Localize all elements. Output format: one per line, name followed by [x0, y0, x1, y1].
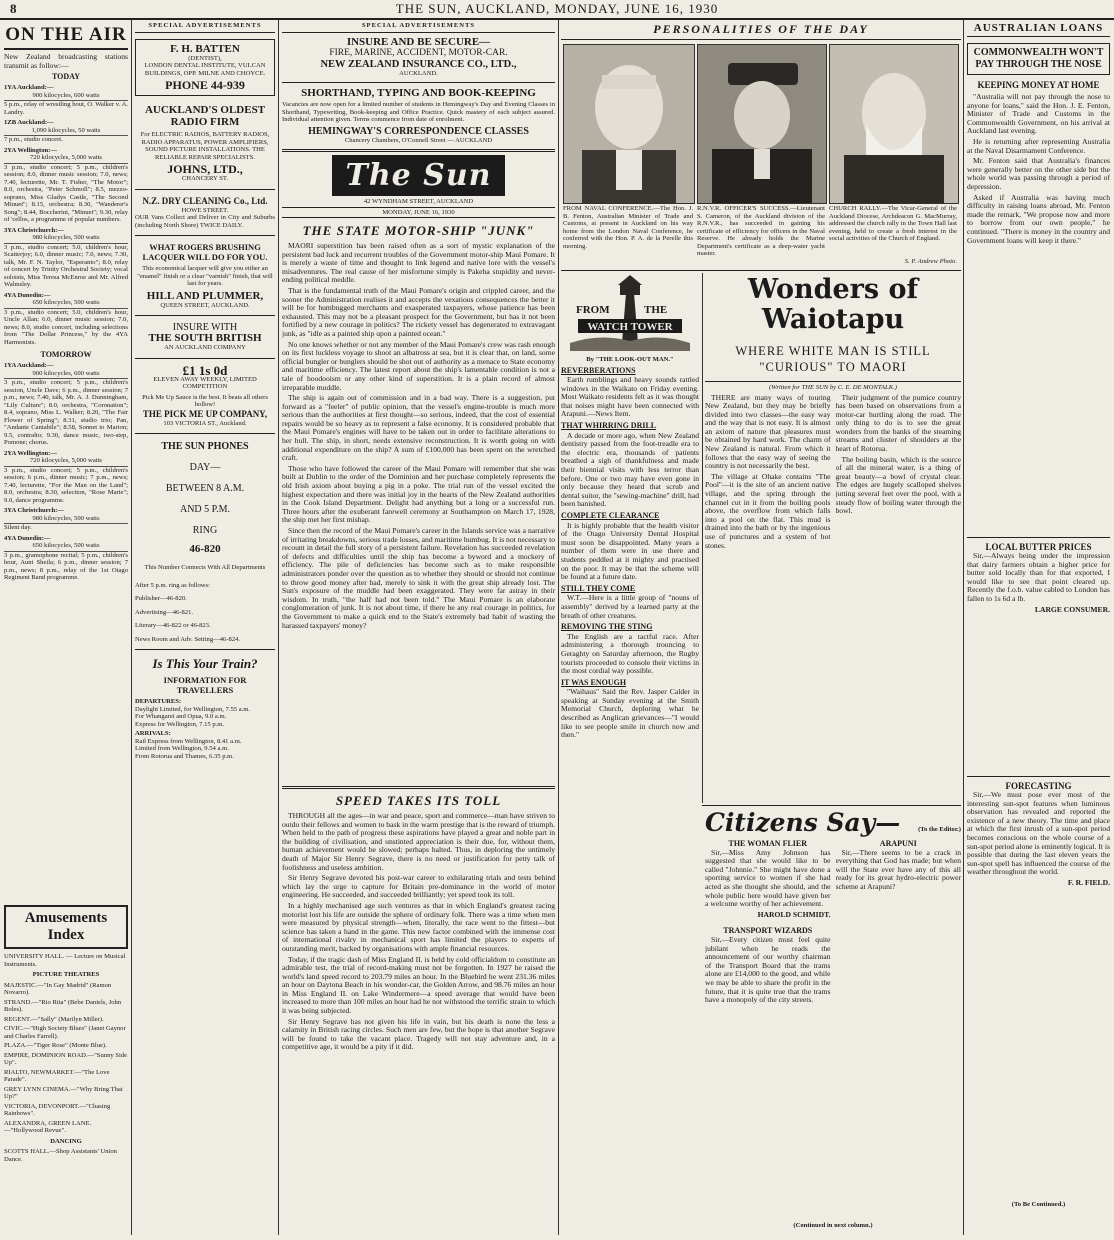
phones-l1: Publisher—46-820. — [135, 595, 187, 602]
station-programme: 3 p.m., studio concert; 5.0, children's hour, Uncle Allan; 6.0, dinner music session; 7.0, news; 8.0, studio concert, including selections from "The Dollar Princess," by the 4YA Harmonists. — [4, 308, 128, 346]
loans-head2: KEEPING MONEY AT HOME — [977, 80, 1100, 90]
editorial-paragraph: Since then the record of the Maui Pomare's career in the Islands service was a narrative of irritating breakdowns, serious trade losses, and maritime humbug. It is not necessary to recount in detail the full story of a persistent failure. Revelation has succeeded revelation of defects and difficulties until the ship has become a byword and a mockery of efficiency. The pile of deficiencies has become such as to make responsible administrators ponder over the question as to whether they should or should not continue to throw good money after bad, merely to sink it with the great ship already lost. The Sun's exposure of the muddle had been exaggerated. They were far astray in their wisdom. In truth, "the half had not been told." The Maui Pomare is an elaborate conglomeration of junk. It is not about time, if there be any real courage in politics, for the Government to make a quick end to the State's extremely bad habit of wasting the harassed taxpayers' money? — [282, 526, 555, 630]
station-name: 2YA Wellington:— — [4, 449, 57, 457]
phones-day: DAY— — [189, 462, 221, 473]
letter-3-text: Sir,—There seems to be a crack in everything that God has made; but when will the State ever have any of this all ready for its great hydro-electric power scheme at Arapuni? — [835, 847, 961, 891]
photo-cameron — [697, 44, 827, 204]
amusement-item: VICTORIA, DEVONPORT.—"Chasing Rainbows". — [4, 1102, 111, 1117]
nameplate-date: MONDAY, JUNE 16, 1930 — [282, 207, 555, 219]
hemingway-body: Vacancies are now open for a limited number of students in Hemingway's Day and Evening Classes in Shorthand, Typewriting, Book-keeping and Office Practice. Quick mastery of each subject assured. Individual attention given. Terms commence from date of enrolment. — [282, 101, 555, 123]
pickmeup-l1: ELEVEN AWAY WEEKLY, LIMITED COMPETITION — [153, 375, 257, 390]
special-ads-label: SPECIAL ADVERTISEMENTS — [135, 22, 275, 33]
train-title: Is This Your Train? — [152, 656, 258, 671]
citizens-title: Citizens Say— — [705, 808, 901, 837]
amusement-item: RIALTO, NEWMARKET.—"The Love Parade". — [4, 1068, 110, 1083]
train-item: ARRIVALS: — [135, 730, 171, 737]
amusement-item: PICTURE THEATRES — [32, 971, 100, 978]
photo-credit: S. P. Andrew Photo. — [904, 258, 957, 265]
south-british-l2: THE SOUTH BRITISH — [148, 332, 262, 344]
station-name: 3YA Christchurch:— — [4, 507, 64, 515]
citizens-say-section — [705, 808, 961, 1235]
letters-col-b — [836, 840, 962, 1218]
letter-3-head: ARAPUNI — [879, 840, 917, 848]
station-frequency: 980 kilocycles, 500 watts — [4, 234, 128, 244]
station-name: 2YA Wellington:— — [4, 146, 57, 154]
letter-5-sig: F. R. FIELD. — [1067, 877, 1110, 887]
page-number: 8 — [10, 1, 17, 16]
letters-col-a — [705, 840, 831, 1218]
waiotapu-paragraph: Their judgment of the pumice country has been based on observations from a motor-car hurtling along the road. The only thing to do is to see the great wonders from the banks of the steaming streams and cluster of shoulders at the heart of Rotorua. — [835, 393, 961, 454]
amusements-title: Amusements Index — [4, 905, 128, 949]
hemingway-ad — [282, 88, 555, 144]
speed-paragraph: In a highly mechanised age such ventures as that in which England's greatest racing motorist lost his life are outside the sphere of ordinary folk. There was a time when men were measured by physical strength—when, literally, the race went to the fittest—but science has taken a hand in the game. This new factor combined with the immense cost of international rivalry in mechanical sport has limited the players to experts of outstanding merit, backed by organisations with ample financial resources. — [282, 900, 555, 953]
nz-insurance-ad — [282, 37, 555, 78]
phones-after: After 5 p.m. ring as follows: — [135, 581, 210, 589]
lacquer-ad — [135, 242, 275, 309]
caption-macmurray: CHURCH RALLY.—The Vicar-General of the Auckland Diocese, Archdeacon G. MacMurray, addressed the church rally in the Town Hall last evening, held to create a fresh interest in the social activities of the Church of England. — [829, 205, 957, 242]
nzins-l3: NEW ZEALAND INSURANCE CO., LTD., — [320, 58, 517, 70]
tower-section-head: THAT WHIRRING DRILL — [561, 421, 657, 431]
column-rule — [963, 20, 964, 1235]
station-frequency: 650 kilocycles, 500 watts — [4, 299, 128, 309]
hemingway-address: Chancery Chambers, O'Connell Street — AUCKLAND — [344, 136, 493, 144]
column-rule — [131, 20, 132, 1235]
waiotapu-article — [705, 273, 961, 803]
amusement-item: MAJESTIC.—"In Gay Madrid" (Ramon Novarro). — [4, 981, 112, 996]
phones-between: BETWEEN 8 A.M. — [165, 483, 245, 494]
editorial-column — [282, 22, 555, 1235]
station-name: 4YA Dunedin:— — [4, 534, 51, 542]
station-programme: 3 p.m., studio concert; 5 p.m., children's session; 6 p.m., dinner music; 7 p.m., news; 7.40, lecturette, "For the Man on the Land"; 8.0, orchestra; 8.30, selection, "Rose Marie"; 9.0, dance programme. — [4, 466, 128, 504]
nameplate-title: The Sun — [332, 155, 506, 196]
station-frequency: 650 kilocycles, 500 watts — [4, 542, 128, 552]
pickmeup-price: £1 1s 0d — [182, 362, 228, 378]
pickmeup-ad — [135, 362, 275, 428]
waiotapu-title: Wonders of Waiotapu — [747, 274, 919, 335]
dry-cleaning-body: OUR Vans Collect and Deliver in City and Suburbs (including North Shore) TWICE DAILY. — [135, 214, 275, 229]
phones-l3: Literary—46-822 or 46-823. — [135, 622, 211, 629]
nzins-l4: AUCKLAND. — [399, 69, 438, 77]
letter-5-text: Sir,—We must pose ever most of the interesting sun-spot features when luminous observation has revealed and reported the existence of a new theory. The time and place at which the first inrush of a sun-spot period becomes conscious on the whole course of a sun-spot period alone is eminently logical. It is possible that during the last eleven years the sun-spot spell has influenced the course of the weather throughout the world. — [967, 791, 1110, 877]
watch-tower-column — [561, 273, 699, 1235]
radio-firm-body: For ELECTRIC RADIOS, BATTERY RADIOS, RADIO APPARATUS, POWER AMPLIFIERS, SOUND PICTURE INSTALLATIONS. THE RELIABLE REPAIR SPECIALISTS. — [140, 131, 270, 161]
loans-column — [967, 22, 1110, 1235]
radio-tomorrow: TOMORROW — [40, 350, 92, 360]
station-frequency: 980 kilocycles, 500 watts — [4, 515, 128, 525]
letters-to-be-continued: (To Be Continued.) — [1011, 1201, 1066, 1208]
letter-1-head: THE WOMAN FLIER — [728, 840, 808, 848]
station-programme: 3 p.m., studio concert; 5 p.m., children's session, Uncle Dave; 6 p.m., dinner session; 7 p.m., news; 7.40, talk, Mr. A. J. Dunningham, "Lily Culture"; 8.0, orchestra, "Coronation"; 8.4, soprano, Miss L. Walker; 8.20, "The Fair Flower of Spring"; 8.31, studio trio; Pan, "Andante Cantabile"; 8.58, Sonnet to Marion; 9.5, contralto; 9.30, dance music, two-step, Pomone; chorus. — [4, 379, 128, 447]
citizens-to-editor: (To the Editor.) — [918, 826, 961, 833]
phones-ring: RING — [192, 525, 218, 536]
tower-section-head: STILL THEY COME — [561, 583, 636, 593]
station-name: 1ZB Auckland:— — [4, 119, 54, 127]
speed-paragraph: Sir Henry Segrave devoted his post-war career to exhilarating trials and tests behind which lay the urge to capture for Britain pre-dominance in the world of motor engineering. He succeeded, and succeeded brilliantly; yet speed took its toll. — [282, 873, 555, 900]
lacquer-body: This economical lacquer will give you either an "enamel" finish or a clear "varnish" finish, that will last for years. — [137, 265, 273, 287]
svg-text:FROM: FROM — [576, 304, 610, 316]
station-programme: 3 p.m., gramophone recital; 5 p.m., children's hour, Aunt Sheila; 6 p.m., dinner session; 7 p.m., news; 8 p.m., relay of the 1st Otago Regiment Band programme. — [4, 551, 128, 582]
nzins-l2: FIRE, MARINE, ACCIDENT, MOTOR-CAR. — [329, 47, 508, 58]
train-item: Rail Express from Wellington, 8.41 a.m. — [135, 737, 242, 745]
nameplate-address: 42 WYNDHAM STREET, AUCKLAND — [363, 198, 474, 205]
editorial-paragraph: MAORI superstition has been raised often as a sort of mystic explanation of the persistent bad luck and recurrent troubles of the Government motor-ship Maui Pomare. It is merely a waste of time and thought to link legend and native lore with the vessel's misadventures. The real cause of her misfortune simply is Pakeha stupidity and never-ending political meddle. — [282, 242, 555, 285]
station-programme: 5 p.m., relay of wrestling bout, O. Walker v. A. Landry. — [4, 101, 128, 116]
watch-tower-logo — [561, 273, 699, 356]
amusement-item: ALEXANDRA, GREEN LANE.—"Hollywood Revue". — [4, 1119, 92, 1134]
letters-continued: (Continued in next column.) — [793, 1222, 873, 1229]
train-subtitle: INFORMATION FOR TRAVELLERS — [163, 675, 247, 695]
station-name: 1YA Auckland:— — [4, 84, 54, 92]
phones-title: THE SUN PHONES — [161, 441, 249, 452]
letter-2-body — [967, 552, 1110, 772]
caption-cameron: R.N.V.R. OFFICER'S SUCCESS.—Lieutenant S. Cameron, of the Auckland division of the R.N.V.R., has succeeded in gaining his certificate of efficiency for officers in the Naval Reserve. He already holds the Marine Department's certificate as a deep-water yacht master. — [697, 205, 825, 257]
phones-l4: News Room and Adv. Setting—46-824. — [135, 635, 241, 643]
personalities-title: PERSONALITIES OF THE DAY — [561, 22, 961, 40]
editorial-paragraph: Those who have followed the career of the Maui Pomare will remember that she was built at Dublin to the order of the Dominion and her purchase completely represents the old Irish axiom about buying a pig in a poke. The trial run of the vessel excited the highest expectation and there was initial joy in the hearts of the New Zealand authorities in the Cook Island Department. Delight had anything but a long or a successful run. Three hours after the exuberant farewell ceremony at Southampton on March 17, 1928, the ship met her first mishap. — [282, 463, 555, 525]
amusement-item: STRAND.—"Rio Rita" (Bebe Daniels, John Boles). — [4, 998, 122, 1013]
station-name: 4YA Dunedin:— — [4, 291, 51, 299]
tower-section-text: It is highly probable that the health visitor of the Otago University Dental Hospital must soon be disappointed. Many years a number of them were in use there and students peddled at it mighty and practised on the poor. It may be that the scheme will be found at a future date. — [561, 520, 699, 582]
tower-section-text: W.T.—Here is a little group of "nouns of assembly" derived by a learned party at the breath of other creatures. — [561, 593, 699, 620]
loans-paragraph: Asked if Australia was having much difficulty in raising loans abroad, Mr. Fenton made the remark, "We propose now and more to borrow from our own people," he continued. "There is money in the country and Government loans will keep it there." — [967, 192, 1110, 245]
station-programme: 3 p.m., studio concert; 5 p.m., children's session; 8.0, dinner music session; 7.0, news; 7.40, lecturette, Mr. T. Fisher, "The Motor"; 8.0, orchestra, "Peter Schmoll"; 8.5, mezzo-soprano, Miss Gladys Castle, "The Second Minuet"; 8.15, orchestra; 8.30, "Wanderer's Song"; 8.44, Boccherini, "Minuet"; 9.30, relay of 'cellos, a programme of popular numbers. — [4, 163, 128, 224]
tower-section-head: COMPLETE CLEARANCE — [561, 511, 660, 520]
tower-byline: By "THE LOOK-OUT MAN." — [586, 356, 674, 363]
special-ads-label-2: SPECIAL ADVERTISEMENTS — [282, 22, 555, 33]
lacquer-title: WHAT ROGERS BRUSHING LACQUER WILL DO FOR YOU. — [142, 242, 268, 262]
editorial-paragraph: That is the fundamental truth of the Maui Pomare's origin and crippled career, and the sooner the Administration realises it and accepts the vexatious consequences the better it will be for humbugged merchants and exasperated taxpayers, whose patience has been exhausted. This may not be a pleasant prospect for the Government, but has it not been fortified by a new courage in politics? The rickety vessel has degenerated to extravagant junk, as "idle as a painted ship upon a painted ocean." — [282, 285, 555, 338]
radio-intro: New Zealand broadcasting stations transmit as follow:— — [4, 52, 128, 70]
letter-5-body — [967, 791, 1110, 1201]
waiotapu-paragraph: The boiling basin, which is the source of all the mineral water, is a thing of great beauty—a bowl of crystal clear. The edges are hugely scalloped shelves jutting several feet over the pool, with a steady flow of boiling water through the bowl. — [835, 454, 961, 516]
letter-1-sig: HAROLD SCHMIDT. — [757, 909, 831, 919]
nameplate — [282, 155, 555, 218]
svg-text:THE: THE — [644, 304, 668, 316]
pickmeup-name: THE PICK ME UP COMPANY, — [142, 408, 268, 419]
caption-fenton: FROM NAVAL CONFERENCE.—The Hon. J. B. Fenton, Australian Minister of Trade and Customs, at present in Auckland on his way home from the London Naval Conference, he conferred with the Hon. P. A. de la Perelle this morning. — [563, 205, 693, 250]
batten-address: LONDON DENTAL INSTITUTE, VULCAN BUILDINGS, OPP. MILNE AND CHOYCE. — [144, 62, 266, 77]
editorial-paragraph: No one knows whether or not any member of the Maui Pomare's crew was rash enough on its first luckless voyage to shoot an albatross at sea, but it is clear that, on land, some official bungler or bunglers should be shot out of authority as a menace to State economy and maritime efficiency. The latest report about the ship's lamentable condition is not a tale of hoodooism or any other kind of superstition. It is a plain record of almost irreparable muddle. — [282, 339, 555, 392]
letter-2-head: LOCAL BUTTER PRICES — [985, 542, 1092, 552]
radio-firm-name: JOHNS, LTD., — [167, 162, 243, 176]
station-name: 3YA Christchurch:— — [4, 226, 64, 234]
train-item: For Whangarei and Opua, 9.0 a.m. — [135, 713, 227, 720]
tower-section-head: IT WAS ENOUGH — [561, 677, 627, 687]
south-british-l1: INSURE WITH — [172, 322, 238, 333]
amusement-item: EMPIRE, DOMINION ROAD.—"Sunny Side Up". — [4, 1051, 128, 1066]
train-item: Limited from Wellington, 9.54 a.m. — [135, 745, 229, 752]
tower-section-text: "Waihaus" Said the Rev. Jasper Calder in speaking at Sunday evening at the Smith Memorial Church, deploring what he described as Anglican grievances—"I would like to see people smile in church now and then." — [561, 687, 699, 740]
lacquer-address: QUEEN STREET, AUCKLAND. — [160, 301, 250, 309]
waiotapu-byline: (Written for THE SUN by C. E. DE MONTALK.) — [769, 384, 897, 391]
column-rule — [278, 20, 279, 1235]
phones-l2: Advertising—46-821. — [135, 608, 194, 616]
tower-section-head: REMOVING THE STING — [561, 622, 653, 632]
train-departures: DEPARTURES: — [135, 698, 182, 705]
amusement-item: CIVIC.—"High Society Blues" (Janet Gaynor and Charles Farrell). — [4, 1025, 126, 1040]
dry-cleaning-title: N.Z. DRY CLEANING Co., Ltd. — [142, 195, 268, 206]
letter-2-text: Sir,—Always being under the impression that dairy farmers obtain a higher price for butter sold locally than for that exported, I would like to see that point cleared up. Recently the f.o.b. value cabled to London has fallen to 1s 6d a lb. — [967, 552, 1110, 603]
station-name: 1YA Auckland:— — [4, 362, 54, 370]
loans-paragraph: "Australia will not pay through the nose to anyone for loans," said the Hon. J. E. Fenton, Minister of Trade and Customs in the Commonwealth Government, on his arrival at Auckland last evening. — [967, 93, 1110, 136]
train-info — [135, 656, 275, 760]
station-programme: 7 p.m., studio concert. — [4, 136, 63, 144]
nzins-l1: INSURE AND BE SECURE— — [346, 35, 491, 48]
batten-ad — [135, 39, 275, 97]
loans-paragraph: He is returning after representing Australia at the Naval Disarmament Conference. — [967, 136, 1110, 155]
station-frequency: 720 kilocycles, 5,000 watts — [4, 457, 128, 467]
photo-fenton — [563, 44, 695, 204]
lacquer-name: HILL AND PLUMMER, — [146, 289, 264, 302]
dry-cleaning-ad — [135, 196, 275, 230]
svg-text:WATCH TOWER: WATCH TOWER — [587, 321, 673, 333]
radio-firm-ad — [135, 104, 275, 183]
waiotapu-paragraph: The village at Ohake contains "The Pool"—it is the site of an ancient native village, and the spring through the channel cut in it from the boiling pools above, the overflow from which falls into a pool on the flat. This mud is drained into the bath or by the ingenious use of punctures and a system of hot stones. — [705, 471, 831, 550]
hemingway-title: SHORTHAND, TYPING AND BOOK-KEEPING — [301, 87, 536, 99]
phones-and: AND 5 P.M. — [179, 504, 230, 515]
letter-4-text: Sir,—Every citizen must feel quite jubilant when he reads the announcement of our worthy chairman of the Transport Board that the trams alone are £14,000 to the good, and while we may be able to share the profit in the future, that it is quite true that the trams have a monopoly of the city streets. — [705, 934, 831, 1005]
radio-today: TODAY — [51, 72, 80, 82]
radio-title: ON THE AIR — [4, 24, 128, 50]
column-rule — [558, 20, 559, 1235]
letter-4-head: TRANSPORT WIZARDS — [723, 926, 813, 936]
tower-section-head: REVERBERATIONS — [561, 365, 636, 375]
hemingway-name: HEMINGWAY'S CORRESPONDENCE CLASSES — [308, 125, 529, 137]
amusement-item: UNIVERSITY HALL. — Lecture on Musical Instruments. — [4, 953, 126, 968]
tower-section-text: Earth rumblings and heavy sounds rattled windows in the Waikato on Friday evening. Most Waikato residents felt as it was thought that noises might have been connected with Arapuni.—News Item. — [561, 375, 699, 419]
station-programme: 3 p.m., studio concert; 5.0, children's hour, Scatterjoy; 6.0, dinner music; 7.0, news; 7.30, talk, Mr. F. N. Taylor, "Esperanto"; 8.0, relay of concert by Trinity Orchestral Society; vocal soloists, Miss Teresa McEnroe and Mr. Alfred Walmsley. — [4, 243, 128, 289]
editorial-paragraph: The ship is again out of commission and in a bad way. There is a suggestion, put forward as a "feeler" of public opinion, that the vessel's engine-trouble is much more serious than the authorities at first thought—so serious, indeed, that the cost of essential repairs would be so heavy as to represent a false economy. It is considered probable that the Maui Pomare's engines will have to be taken out in order to facilitate alterations to her hull. The ship, in short, needs extensive reconstruction. It is worth going on with additional expenditure on the ship? A sum of £100,000 has been spent on the wretched craft. — [282, 393, 555, 463]
pickmeup-body: Pick Me Up Sauce is the best. It beats all others hollow! — [142, 393, 268, 408]
tower-section-text: A decade or more ago, when New Zealand dentistry passed from the foot-treadle era to the electric era, thousands of patients breathed a sigh of thankfulness and made their biennial visits with less terror than before. One or two may have even gone in only because they heard that scrub and dental suitor, the "sewing-machine" drill, had been banished. — [561, 430, 699, 509]
station-frequency: 720 kilocycles, 5,000 watts — [4, 154, 128, 164]
amusements-column — [4, 905, 128, 1235]
left-ads-column — [135, 22, 275, 1235]
station-frequency: 900 kilocycles, 600 watts — [4, 370, 128, 380]
station-frequency: 900 kilocycles, 600 watts — [4, 92, 128, 102]
speed-paragraph: Sir Henry Segrave has not given his life in vain, but his death is none the less a calamity in British racing circles. Such men are few, but the hope is that another Segrave will be found to take the vacant place. Tragedy will not stay adventure and, in a competitive age, it would be a pity if it did. — [282, 1016, 555, 1052]
radio-firm-title: AUCKLAND'S OLDEST RADIO FIRM — [144, 104, 266, 128]
speed-paragraph: Today, if the tragic dash of Miss England II. is held by cold officialdom to constitute an admirable test, the trial of record-making must not be forgotten. In 1927 he raised the world's land speed record to 203.79 miles an hour. In the Bluebird he went 231.36 miles an hour on Daytona Beach in his wonder-car, the Golden Arrow, and 98.76 miles an hour in Miss England II. on Lake Windermere—a speed average that would have been increased to more than 100 miles an hour had he not withstood the terrific strain to which it was being subjected. — [282, 954, 555, 1016]
loans-paragraph: Mr. Fenton said that Australia's finances were generally better on the other side but the whole world was passing through a period of depression. — [967, 156, 1110, 191]
station-programme: Silent day. — [4, 524, 32, 532]
phones-number: 46-820 — [189, 543, 221, 555]
newspaper-masthead-title: THE SUN, AUCKLAND, MONDAY, JUNE 16, 1930 — [395, 1, 719, 16]
south-british-ad — [135, 322, 275, 352]
speed-paragraph: THROUGH all the ages—in war and peace, sport and commerce—man have striven to outdo their fellows and women to bask in the warm prestige that is the reward of triumph. When held to the path of progress these aspirations have played a great and noble part in the building of civilisation, and unstinted appreciation is their due, for, without them, human achievement would be slowed; perhaps halted. Thus, in deploring the untimely death of Major Sir Henry Segrave, there is no need or justification for petty talk of foolishness and useless ambition. — [282, 812, 555, 872]
batten-phone: PHONE 44-939 — [165, 78, 245, 92]
amusement-item: PLAZA.—"Tiger Rose" (Monte Blue). — [4, 1042, 107, 1049]
loans-title: AUSTRALIAN LOANS — [967, 22, 1110, 37]
letter-2-sig: LARGE CONSUMER. — [1034, 604, 1110, 614]
letter-1-text: Sir,—Miss Amy Johnson has suggested that she would like to be called "Johnnie." She might have done a sporting service to women if she had acted as she thought she should, and the whole public here would have given her a welcome worthy of her achievement. — [705, 847, 831, 909]
waiotapu-subtitle: WHERE WHITE MAN IS STILL "CURIOUS" TO MAORI — [735, 344, 931, 374]
pickmeup-address: 103 VICTORIA ST., Auckland. — [163, 419, 247, 427]
amusement-item: SCOTTS HALL.—Shop Assistants' Union Dance. — [4, 1148, 117, 1163]
amusement-item: GREY LYNN CINEMA.—"Why Bring That Up?" — [4, 1085, 123, 1100]
tower-section-text: The English are a tactful race. After administering a thorough trouncing to Geraghty on Saturday afternoon, the Rugby tourists proceeded to console their victims in the most cordial way possible. — [561, 631, 699, 676]
amusement-item: REGENT.—"Sally" (Marilyn Miller). — [4, 1015, 104, 1023]
loans-head1: COMMONWEALTH WON'T PAY THROUGH THE NOSE — [967, 43, 1110, 75]
personalities-section — [561, 22, 961, 267]
south-british-l3: AN AUCKLAND COMPANY — [164, 344, 246, 351]
train-item: Express for Wellington, 7.15 p.m. — [135, 720, 225, 728]
radio-column — [4, 24, 128, 904]
phones-depts: This Number Connects With All Departments — [144, 564, 266, 571]
photo-macmurray — [829, 44, 959, 204]
dry-cleaning-address: HOWE STREET. — [181, 206, 229, 214]
radio-firm-address: CHANCERY ST. — [181, 175, 229, 182]
sun-phones-ad — [135, 440, 275, 643]
waiotapu-paragraph: THERE are many ways of touring New Zealand, but they may be briefly divided into two classes—the easy way and the way that is not easy. It is almost an axiom of nature that pleasures must be obtained by hard work. The charm of New Zealand is natural. From which it follows that the easy way of seeing the country is not necessarily the best. — [705, 393, 831, 471]
train-item: From Rotorua and Thames, 6.35 p.m. — [135, 752, 234, 760]
speed-headline: SPEED TAKES ITS TOLL — [335, 793, 502, 808]
amusement-item: DANCING — [50, 1137, 82, 1145]
station-frequency: 1,090 kilocycles, 50 watts — [4, 127, 128, 137]
batten-sub: (DENTIST), — [188, 54, 222, 62]
editorial-headline: THE STATE MOTOR-SHIP "JUNK" — [302, 223, 535, 238]
train-item: Daylight Limited, for Wellington, 7.55 a.m. — [135, 705, 251, 713]
batten-name: F. H. BATTEN — [170, 42, 240, 55]
letter-5-head: FORECASTING — [1005, 781, 1072, 791]
